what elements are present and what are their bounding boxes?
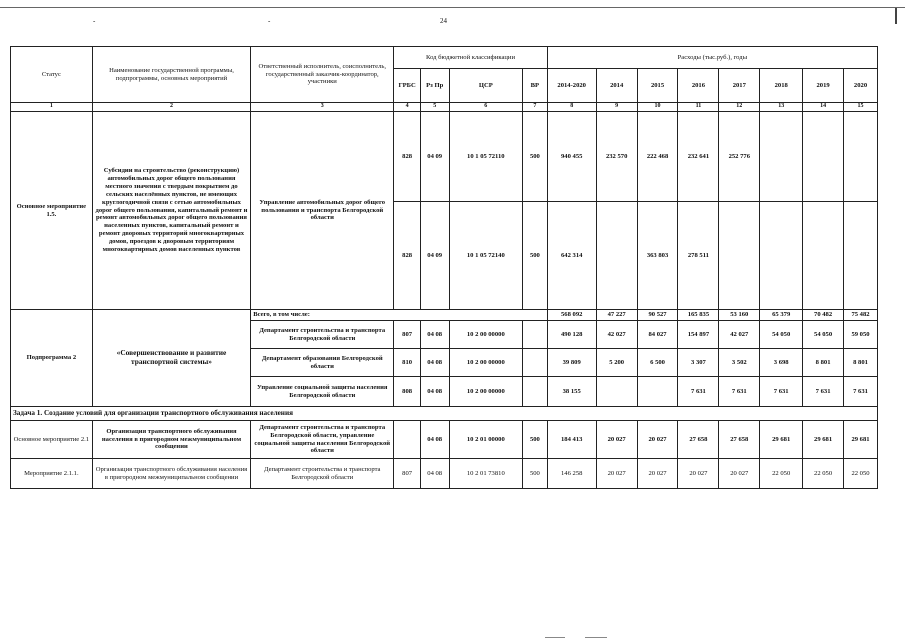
cell-value: 7 631 [760,377,803,407]
row-executor: Департамент образования Белгородской области [251,349,394,377]
cell-csr: 10 2 00 00000 [449,321,523,349]
cell-csr: 10 1 05 72140 [449,202,523,310]
cell-value: 6 500 [637,349,678,377]
col-number: 10 [637,103,678,112]
cell-vr [523,349,548,377]
cell-value: 3 502 [719,349,760,377]
cell-value: 7 631 [844,377,878,407]
hdr-vr: ВР [523,69,548,103]
cell-csr: 10 2 01 00000 [449,421,523,459]
cell-value: 232 570 [596,112,637,202]
table-row [11,421,878,459]
cell-value: 3 698 [760,349,803,377]
row-name: Организация транспортного обслуживания населения в пригородном межмуниципальном сообщении [92,459,250,489]
scan-bottom-mark [585,637,607,638]
cell-value: 222 468 [637,112,678,202]
cell-value: 154 897 [678,321,719,349]
cell-value [596,202,637,310]
cell-value: 42 027 [719,321,760,349]
cell-value: 568 092 [547,310,596,321]
cell-value: 22 050 [844,459,878,489]
table-row [11,112,878,202]
hdr-year: 2020 [844,69,878,103]
cell-vr: 500 [523,202,548,310]
col-number: 7 [523,103,548,112]
cell-value: 54 050 [760,321,803,349]
cell-value [844,202,878,310]
cell-value: 940 455 [547,112,596,202]
cell-value [596,377,637,407]
row-executor: Департамент строительства и транспорта Белгородской области, управление социальной защиты населения Белгородской области [251,421,394,459]
cell-value: 29 681 [803,421,844,459]
cell-value: 53 160 [719,310,760,321]
cell-value [803,202,844,310]
col-number: 15 [844,103,878,112]
cell-value [844,112,878,202]
row-status: Основное мероприятие 2.1 [11,421,93,459]
hdr-program: Наименование государственной программы, подпрограммы, основных мероприятий [92,47,250,103]
cell-vr [523,321,548,349]
hdr-expenses: Расходы (тыс.руб.), годы [547,47,877,69]
hdr-budget-code: Код бюджетной классификации [394,47,547,69]
cell-rzpr: 04 08 [420,321,449,349]
cell-csr: 10 2 00 00000 [449,349,523,377]
cell-value: 39 809 [547,349,596,377]
cell-value: 20 027 [596,459,637,489]
cell-rzpr: 04 08 [420,377,449,407]
cell-value [760,112,803,202]
cell-grbs: 810 [394,349,421,377]
cell-value: 20 027 [678,459,719,489]
col-number: 4 [394,103,421,112]
cell-value: 184 413 [547,421,596,459]
hdr-year: 2014 [596,69,637,103]
expenses-table [10,46,878,489]
cell-value: 3 307 [678,349,719,377]
hdr-csr: ЦСР [449,69,523,103]
cell-value: 278 511 [678,202,719,310]
cell-value: 7 631 [803,377,844,407]
hdr-year: 2018 [760,69,803,103]
cell-value: 47 227 [596,310,637,321]
row-status: Подпрограмма 2 [11,310,93,407]
row-executor: Департамент строительства и транспорта Белгородской области [251,321,394,349]
col-number: 12 [719,103,760,112]
table-row [11,310,878,321]
cell-rzpr: 04 08 [420,459,449,489]
col-number: 2 [92,103,250,112]
hdr-year: 2014-2020 [547,69,596,103]
row-name: Субсидии на строительство (реконструкцию) автомобильных дорог общего пользования местного значения с твердым покрытием до сельских населённых пунктов, не имеющих круглогодичной связи с сетью автомобильных дорог общего пользования, капитальный ремонт и ремонт автомобильных дорог общего пользования населенных пунктов, капитальный ремонт и ремонт дворовых территорий многоквартирных домов, проездов к дворовым территориям многоквартирных домов населенных пунктов [92,112,250,310]
hdr-rzpr: Рз Пр [420,69,449,103]
cell-value: 490 128 [547,321,596,349]
cell-vr: 500 [523,421,548,459]
col-number: 14 [803,103,844,112]
cell-vr [523,377,548,407]
row-executor: Управление социальной защиты населения Белгородской области [251,377,394,407]
cell-value: 59 050 [844,321,878,349]
row-status: Мероприятие 2.1.1. [11,459,93,489]
cell-value: 84 027 [637,321,678,349]
cell-value: 20 027 [637,421,678,459]
cell-csr: 10 2 01 73810 [449,459,523,489]
page-mark-b: - [268,17,271,25]
row-name: Организация транспортного обслуживания населения в пригородном межмуниципальном сообщении [92,421,250,459]
col-number: 11 [678,103,719,112]
cell-grbs: 828 [394,202,421,310]
page-mark-a: - [93,17,96,25]
col-number: 5 [420,103,449,112]
cell-value: 252 776 [719,112,760,202]
cell-value: 20 027 [719,459,760,489]
cell-vr: 500 [523,112,548,202]
col-number: 1 [11,103,93,112]
cell-value: 27 658 [678,421,719,459]
cell-grbs: 828 [394,112,421,202]
row-executor: Департамент строительства и транспорта Белгородской области [251,459,394,489]
hdr-year: 2019 [803,69,844,103]
col-number: 3 [251,103,394,112]
cell-value: 7 631 [719,377,760,407]
table-row [11,407,878,421]
cell-value: 20 027 [596,421,637,459]
page-number: 24 [440,17,447,25]
row-executor: Управление автомобильных дорог общего пользования и транспорта Белгородской области [251,112,394,310]
cell-value: 20 027 [637,459,678,489]
col-number: 6 [449,103,523,112]
cell-value: 54 050 [803,321,844,349]
cell-rzpr: 04 09 [420,112,449,202]
hdr-grbs: ГРБС [394,69,421,103]
page-top-border [0,0,905,8]
cell-value: 75 482 [844,310,878,321]
cell-value [760,202,803,310]
cell-grbs [394,421,421,459]
cell-value: 29 681 [844,421,878,459]
total-label: Всего, в том числе: [251,310,547,321]
cell-value: 27 658 [719,421,760,459]
hdr-year: 2016 [678,69,719,103]
hdr-status: Статус [11,47,93,103]
cell-csr: 10 2 00 00000 [449,377,523,407]
cell-value: 146 258 [547,459,596,489]
cell-value: 70 482 [803,310,844,321]
cell-value: 22 050 [803,459,844,489]
cell-value: 90 527 [637,310,678,321]
scan-edge-mark [895,8,897,24]
row-status: Основное мероприятие 1.5. [11,112,93,310]
cell-value [803,112,844,202]
cell-value: 363 803 [637,202,678,310]
cell-rzpr: 04 09 [420,202,449,310]
table-row [11,459,878,489]
hdr-year: 2017 [719,69,760,103]
cell-value: 42 027 [596,321,637,349]
cell-grbs: 807 [394,321,421,349]
cell-grbs: 807 [394,459,421,489]
cell-value: 29 681 [760,421,803,459]
cell-value: 8 801 [844,349,878,377]
cell-value: 8 801 [803,349,844,377]
scan-bottom-mark [545,637,565,638]
cell-value [637,377,678,407]
cell-value: 65 379 [760,310,803,321]
cell-value: 232 641 [678,112,719,202]
cell-value: 5 200 [596,349,637,377]
cell-value: 7 631 [678,377,719,407]
cell-value: 642 314 [547,202,596,310]
cell-grbs: 808 [394,377,421,407]
row-name: «Совершенствование и развитие транспортной системы» [92,310,250,407]
col-number: 13 [760,103,803,112]
cell-csr: 10 1 05 72110 [449,112,523,202]
cell-rzpr: 04 08 [420,421,449,459]
cell-value: 22 050 [760,459,803,489]
cell-vr: 500 [523,459,548,489]
cell-rzpr: 04 08 [420,349,449,377]
cell-value: 165 835 [678,310,719,321]
col-number: 8 [547,103,596,112]
task-heading: Задача 1. Создание условий для организации транспортного обслуживания населения [11,407,878,421]
cell-value [719,202,760,310]
col-number: 9 [596,103,637,112]
hdr-year: 2015 [637,69,678,103]
hdr-executor: Ответственный исполнитель, соисполнитель, государственный заказчик-координатор, участники [251,47,394,103]
cell-value: 38 155 [547,377,596,407]
